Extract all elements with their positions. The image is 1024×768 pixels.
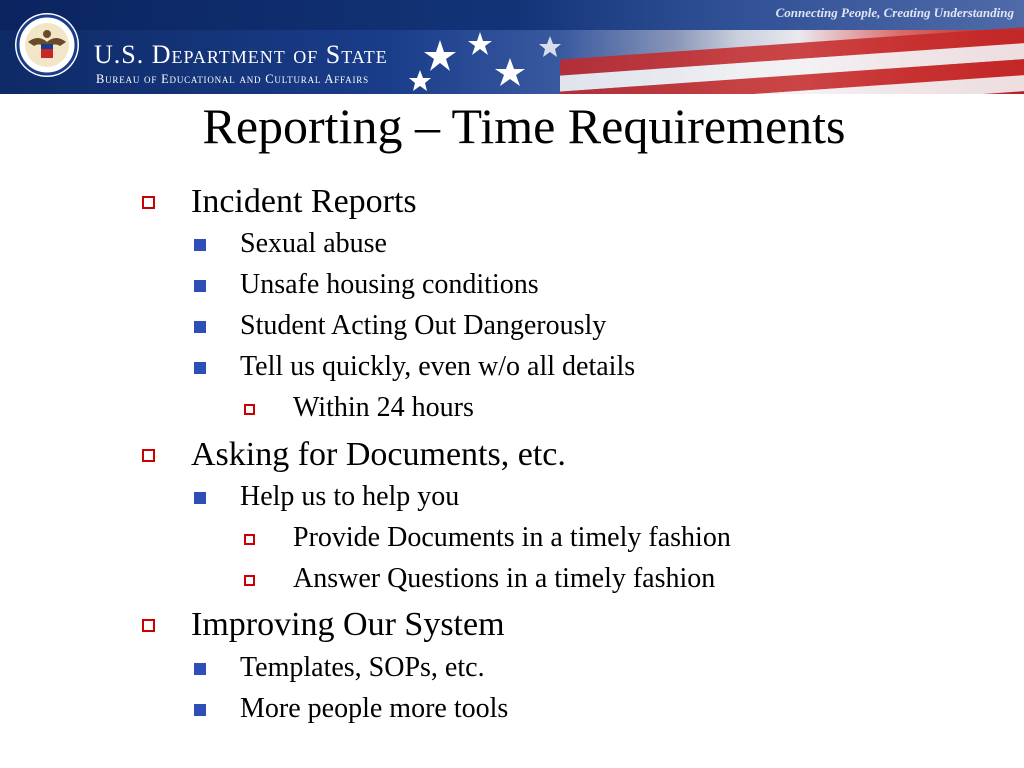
list-item: Templates, SOPs, etc. [240,652,485,683]
list-item: Student Acting Out Dangerously [240,310,607,341]
slide-title: Reporting – Time Requirements [202,98,846,154]
solid-square-bullet-icon [194,362,206,374]
list-item: Incident Reports [191,183,417,220]
bureau-name: Bureau of Educational and Cultural Affairs [96,72,369,86]
list-item: Provide Documents in a timely fashion [293,522,731,553]
list-item: Sexual abuse [240,228,387,259]
state-department-seal-icon [14,12,80,78]
hollow-square-bullet-icon [142,619,155,632]
list-item: Tell us quickly, even w/o all details [240,351,636,382]
hollow-square-bullet-icon [244,404,255,415]
solid-square-bullet-icon [194,663,206,675]
banner-tagline: Connecting People, Creating Understanding [775,5,1014,20]
solid-square-bullet-icon [194,280,206,292]
solid-square-bullet-icon [194,492,206,504]
list-item: Help us to help you [240,481,460,512]
list-item: More people more tools [240,693,509,724]
hollow-square-bullet-icon [244,534,255,545]
hollow-square-bullet-icon [244,575,255,586]
solid-square-bullet-icon [194,321,206,333]
list-item: Unsafe housing conditions [240,269,539,300]
list-item: Asking for Documents, etc. [191,436,566,473]
list-item: Answer Questions in a timely fashion [293,563,716,594]
solid-square-bullet-icon [194,704,206,716]
list-item: Within 24 hours [293,392,474,423]
solid-square-bullet-icon [194,239,206,251]
header-banner [0,0,1024,94]
list-item: Improving Our System [191,606,505,643]
hollow-square-bullet-icon [142,196,155,209]
hollow-square-bullet-icon [142,449,155,462]
department-name: U.S. Department of State [94,40,388,69]
stars-icon [400,30,620,94]
